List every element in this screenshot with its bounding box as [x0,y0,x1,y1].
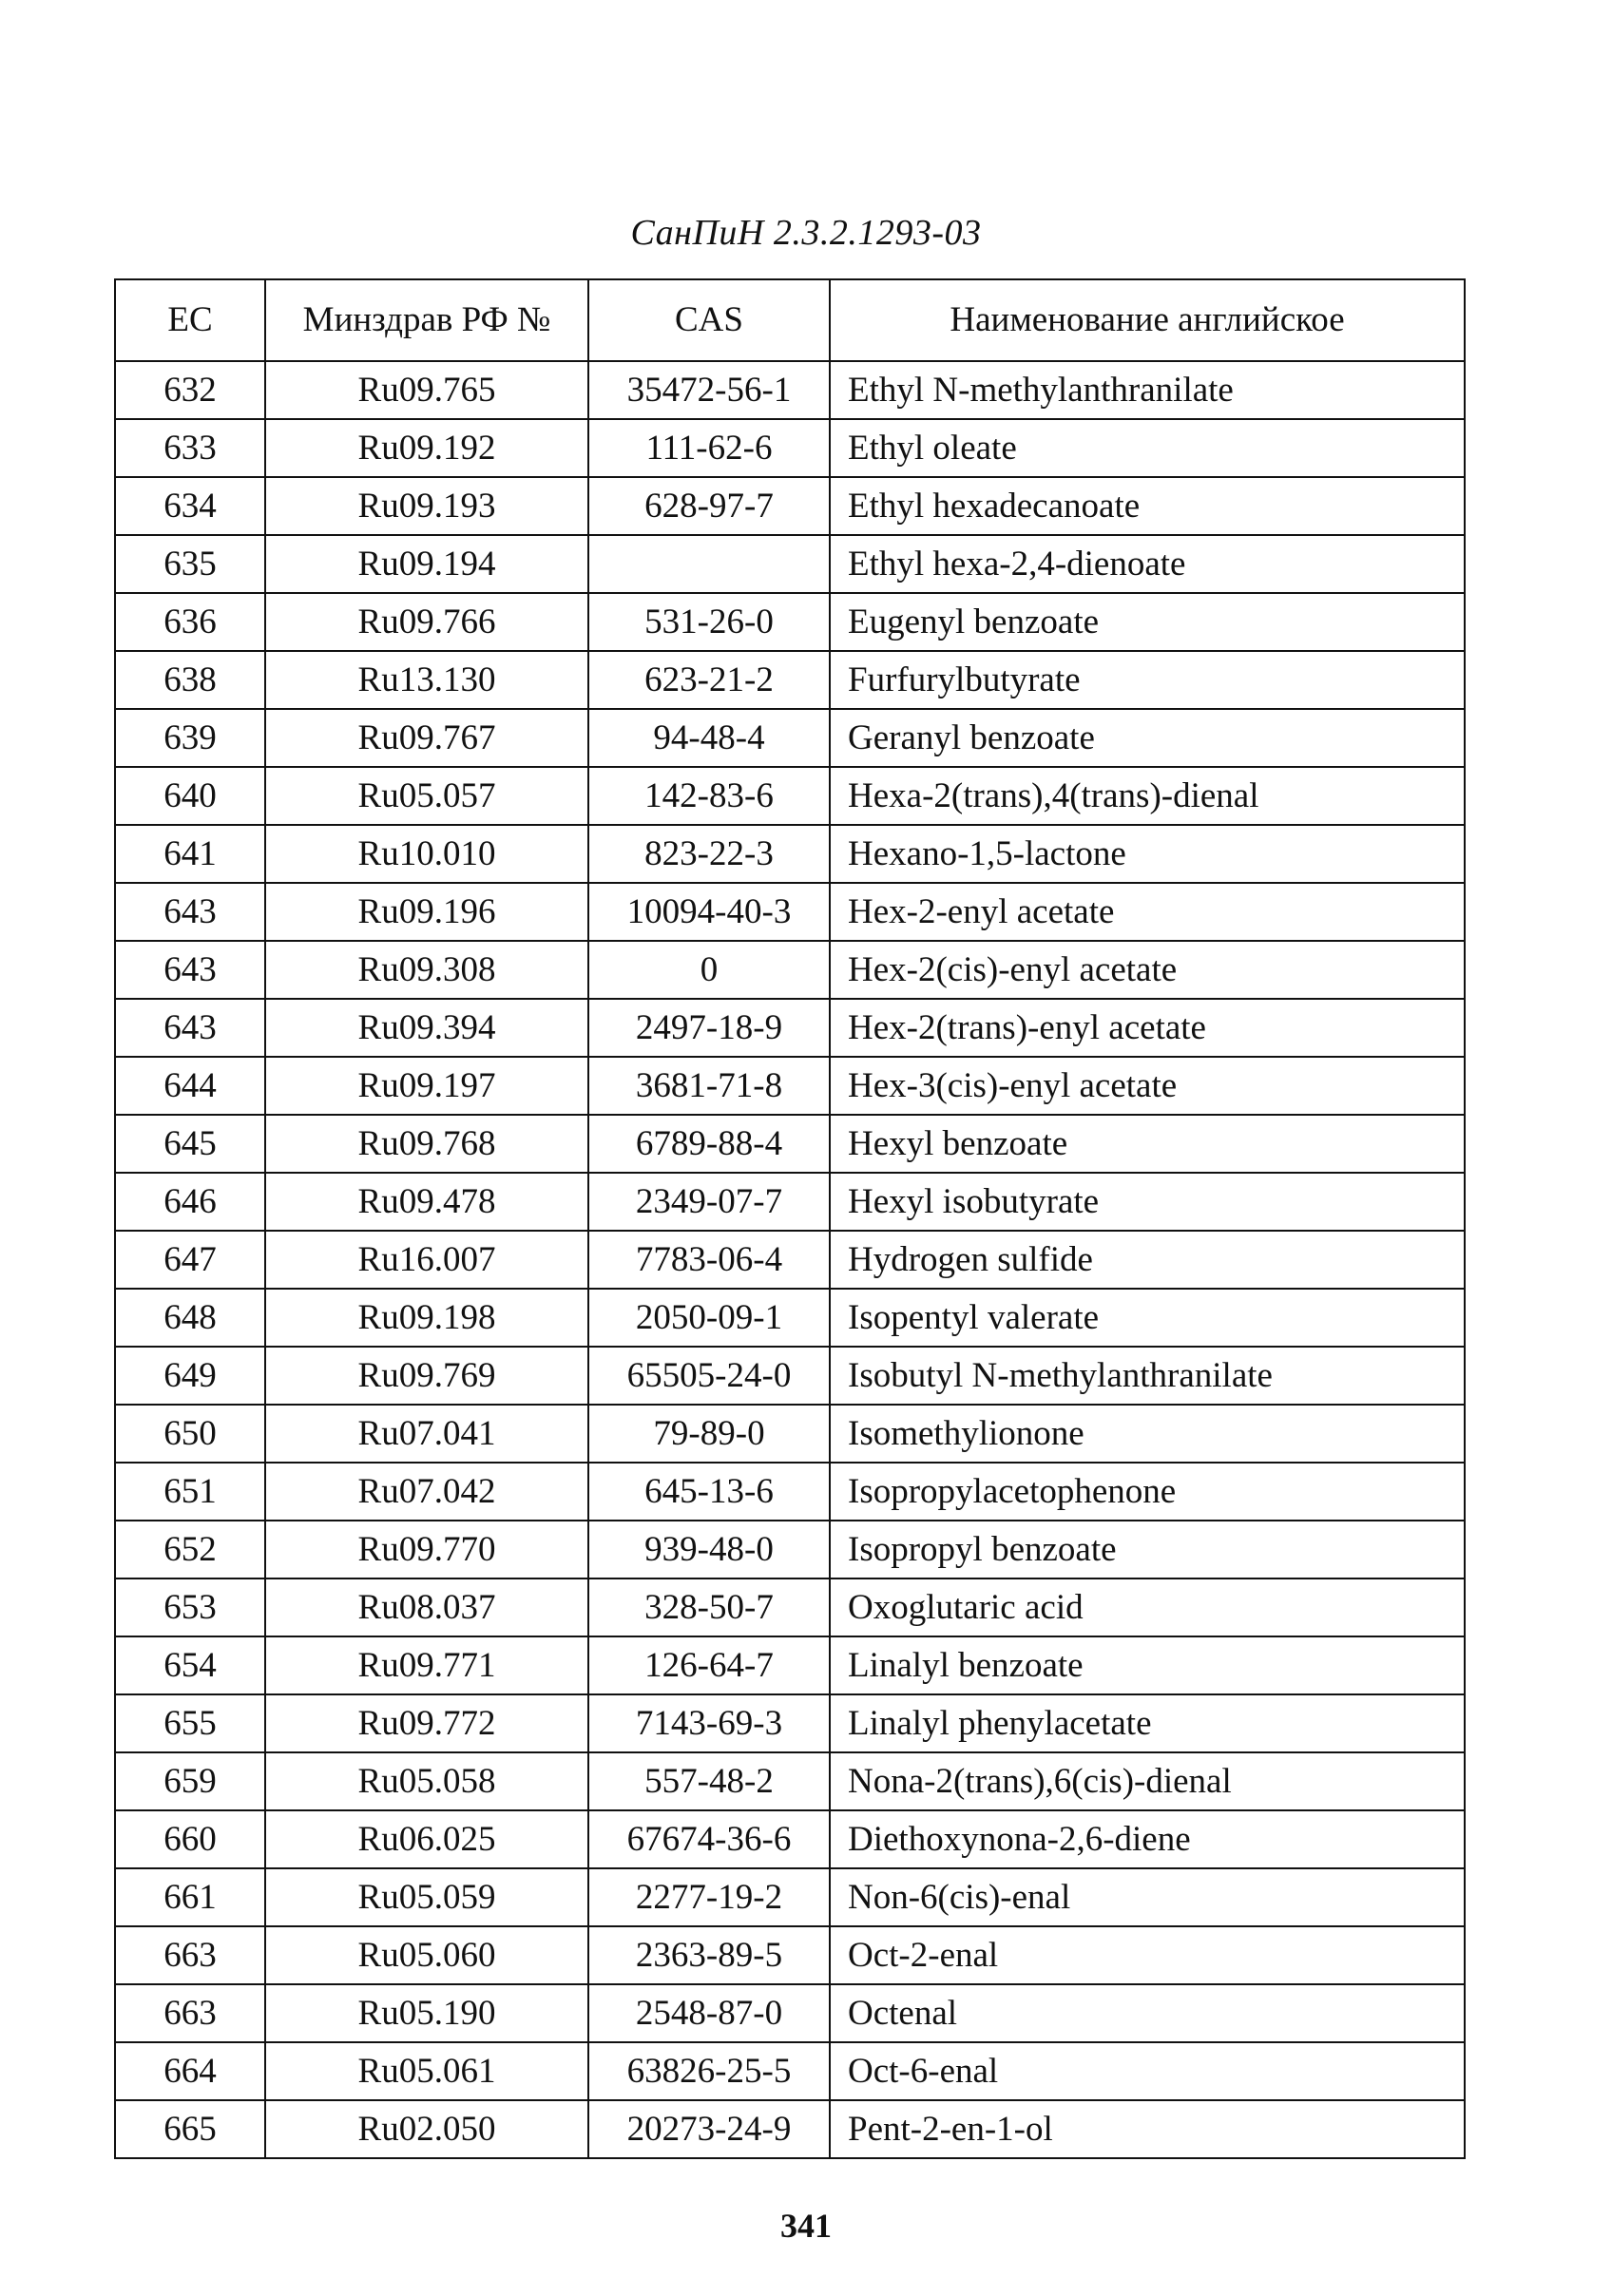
ec-cell: 665 [115,2100,265,2158]
english-name-cell: Hexyl isobutyrate [830,1173,1465,1231]
table-row [115,1173,1465,1231]
cas-cell: 3681-71-8 [588,1057,830,1115]
minzdrav-number-cell: Ru09.194 [265,535,588,593]
column-header-minzdrav-number: Минздрав РФ № [265,279,588,361]
ec-cell: 636 [115,593,265,651]
english-name-cell: Hex-2-enyl acetate [830,883,1465,941]
table-row [115,477,1465,535]
minzdrav-number-cell: Ru09.770 [265,1521,588,1578]
english-name-cell: Ethyl hexadecanoate [830,477,1465,535]
table-row [115,767,1465,825]
cas-cell: 2363-89-5 [588,1926,830,1984]
ec-cell: 648 [115,1289,265,1347]
minzdrav-number-cell: Ru05.061 [265,2042,588,2100]
ec-cell: 653 [115,1578,265,1636]
minzdrav-number-cell: Ru09.394 [265,999,588,1057]
cas-cell: 823-22-3 [588,825,830,883]
column-header-ec: EC [115,279,265,361]
table-row [115,1521,1465,1578]
table-row [115,1115,1465,1173]
cas-cell: 2349-07-7 [588,1173,830,1231]
minzdrav-number-cell: Ru05.190 [265,1984,588,2042]
minzdrav-number-cell: Ru09.197 [265,1057,588,1115]
minzdrav-number-cell: Ru05.058 [265,1752,588,1810]
minzdrav-number-cell: Ru09.768 [265,1115,588,1173]
ec-cell: 646 [115,1173,265,1231]
minzdrav-number-cell: Ru09.765 [265,361,588,419]
minzdrav-number-cell: Ru09.198 [265,1289,588,1347]
cas-cell: 2050-09-1 [588,1289,830,1347]
english-name-cell: Hex-3(cis)-enyl acetate [830,1057,1465,1115]
cas-cell: 2497-18-9 [588,999,830,1057]
ec-cell: 659 [115,1752,265,1810]
table-row [115,1868,1465,1926]
ec-cell: 643 [115,883,265,941]
english-name-cell: Oxoglutaric acid [830,1578,1465,1636]
english-name-cell: Oct-6-enal [830,2042,1465,2100]
cas-cell: 2548-87-0 [588,1984,830,2042]
cas-cell: 645-13-6 [588,1463,830,1521]
substances-table [114,278,1466,2159]
ec-cell: 635 [115,535,265,593]
cas-cell: 67674-36-6 [588,1810,830,1868]
english-name-cell: Eugenyl benzoate [830,593,1465,651]
cas-cell: 0 [588,941,830,999]
table-row [115,2100,1465,2158]
cas-cell: 2277-19-2 [588,1868,830,1926]
page-number: 341 [780,2207,832,2245]
ec-cell: 663 [115,1926,265,1984]
table-row [115,1347,1465,1405]
cas-cell: 35472-56-1 [588,361,830,419]
cas-cell: 628-97-7 [588,477,830,535]
minzdrav-number-cell: Ru09.478 [265,1173,588,1231]
english-name-cell: Pent-2-en-1-ol [830,2100,1465,2158]
table-row [115,651,1465,709]
column-header-cas: CAS [588,279,830,361]
minzdrav-number-cell: Ru07.041 [265,1405,588,1463]
table-row [115,1578,1465,1636]
ec-cell: 654 [115,1636,265,1694]
header-row [115,279,1465,361]
ec-cell: 652 [115,1521,265,1578]
table-row [115,1926,1465,1984]
table-row [115,535,1465,593]
english-name-cell: Linalyl phenylacetate [830,1694,1465,1752]
ec-cell: 633 [115,419,265,477]
english-name-cell: Ethyl oleate [830,419,1465,477]
cas-cell: 623-21-2 [588,651,830,709]
minzdrav-number-cell: Ru09.193 [265,477,588,535]
table-header [115,279,1465,361]
cas-cell: 142-83-6 [588,767,830,825]
cas-cell: 10094-40-3 [588,883,830,941]
minzdrav-number-cell: Ru09.196 [265,883,588,941]
minzdrav-number-cell: Ru10.010 [265,825,588,883]
cas-cell: 94-48-4 [588,709,830,767]
cas-cell: 20273-24-9 [588,2100,830,2158]
cas-cell: 7143-69-3 [588,1694,830,1752]
ec-cell: 650 [115,1405,265,1463]
minzdrav-number-cell: Ru06.025 [265,1810,588,1868]
table-row [115,999,1465,1057]
ec-cell: 641 [115,825,265,883]
table-row [115,419,1465,477]
english-name-cell: Isobutyl N-methylanthranilate [830,1347,1465,1405]
english-name-cell: Hexa-2(trans),4(trans)-dienal [830,767,1465,825]
table-row [115,1463,1465,1521]
english-name-cell: Hex-2(trans)-enyl acetate [830,999,1465,1057]
english-name-cell: Isopentyl valerate [830,1289,1465,1347]
english-name-cell: Hex-2(cis)-enyl acetate [830,941,1465,999]
ec-cell: 644 [115,1057,265,1115]
cas-cell: 939-48-0 [588,1521,830,1578]
minzdrav-number-cell: Ru05.060 [265,1926,588,1984]
table-row [115,2042,1465,2100]
ec-cell: 649 [115,1347,265,1405]
english-name-cell: Isopropylacetophenone [830,1463,1465,1521]
minzdrav-number-cell: Ru09.308 [265,941,588,999]
ec-cell: 634 [115,477,265,535]
minzdrav-number-cell: Ru09.772 [265,1694,588,1752]
table-row [115,1810,1465,1868]
cas-cell: 126-64-7 [588,1636,830,1694]
minzdrav-number-cell: Ru13.130 [265,651,588,709]
minzdrav-number-cell: Ru02.050 [265,2100,588,2158]
english-name-cell: Hydrogen sulfide [830,1231,1465,1289]
table-row [115,1984,1465,2042]
english-name-cell: Furfurylbutyrate [830,651,1465,709]
minzdrav-number-cell: Ru16.007 [265,1231,588,1289]
minzdrav-number-cell: Ru08.037 [265,1578,588,1636]
english-name-cell: Isomethylionone [830,1405,1465,1463]
english-name-cell: Geranyl benzoate [830,709,1465,767]
ec-cell: 638 [115,651,265,709]
english-name-cell: Oct-2-enal [830,1926,1465,1984]
table-row [115,1231,1465,1289]
table-row [115,1289,1465,1347]
minzdrav-number-cell: Ru05.057 [265,767,588,825]
cas-cell: 63826-25-5 [588,2042,830,2100]
minzdrav-number-cell: Ru09.766 [265,593,588,651]
table-row [115,941,1465,999]
document-title: СанПиН 2.3.2.1293-03 [630,213,982,253]
table-row [115,709,1465,767]
cas-cell: 65505-24-0 [588,1347,830,1405]
ec-cell: 645 [115,1115,265,1173]
minzdrav-number-cell: Ru07.042 [265,1463,588,1521]
ec-cell: 651 [115,1463,265,1521]
english-name-cell: Isopropyl benzoate [830,1521,1465,1578]
cas-cell [588,535,830,593]
table-row [115,1636,1465,1694]
table-row [115,1752,1465,1810]
minzdrav-number-cell: Ru09.767 [265,709,588,767]
table-row [115,361,1465,419]
english-name-cell: Ethyl hexa-2,4-dienoate [830,535,1465,593]
table-row [115,825,1465,883]
ec-cell: 663 [115,1984,265,2042]
ec-cell: 643 [115,941,265,999]
english-name-cell: Hexano-1,5-lactone [830,825,1465,883]
minzdrav-number-cell: Ru09.192 [265,419,588,477]
ec-cell: 643 [115,999,265,1057]
cas-cell: 111-62-6 [588,419,830,477]
ec-cell: 660 [115,1810,265,1868]
minzdrav-number-cell: Ru05.059 [265,1868,588,1926]
table-row [115,1405,1465,1463]
ec-cell: 640 [115,767,265,825]
ec-cell: 655 [115,1694,265,1752]
minzdrav-number-cell: Ru09.771 [265,1636,588,1694]
english-name-cell: Linalyl benzoate [830,1636,1465,1694]
table-row [115,593,1465,651]
ec-cell: 647 [115,1231,265,1289]
cas-cell: 7783-06-4 [588,1231,830,1289]
english-name-cell: Ethyl N-methylanthranilate [830,361,1465,419]
cas-cell: 79-89-0 [588,1405,830,1463]
cas-cell: 531-26-0 [588,593,830,651]
english-name-cell: Octenal [830,1984,1465,2042]
english-name-cell: Nona-2(trans),6(cis)-dienal [830,1752,1465,1810]
ec-cell: 661 [115,1868,265,1926]
table-row [115,1694,1465,1752]
minzdrav-number-cell: Ru09.769 [265,1347,588,1405]
cas-cell: 557-48-2 [588,1752,830,1810]
english-name-cell: Diethoxynona-2,6-diene [830,1810,1465,1868]
ec-cell: 632 [115,361,265,419]
table-row [115,1057,1465,1115]
english-name-cell: Hexyl benzoate [830,1115,1465,1173]
cas-cell: 328-50-7 [588,1578,830,1636]
ec-cell: 664 [115,2042,265,2100]
cas-cell: 6789-88-4 [588,1115,830,1173]
table-body [115,361,1465,2158]
column-header-english-name: Наименование английское [830,279,1465,361]
table-row [115,883,1465,941]
english-name-cell: Non-6(cis)-enal [830,1868,1465,1926]
ec-cell: 639 [115,709,265,767]
